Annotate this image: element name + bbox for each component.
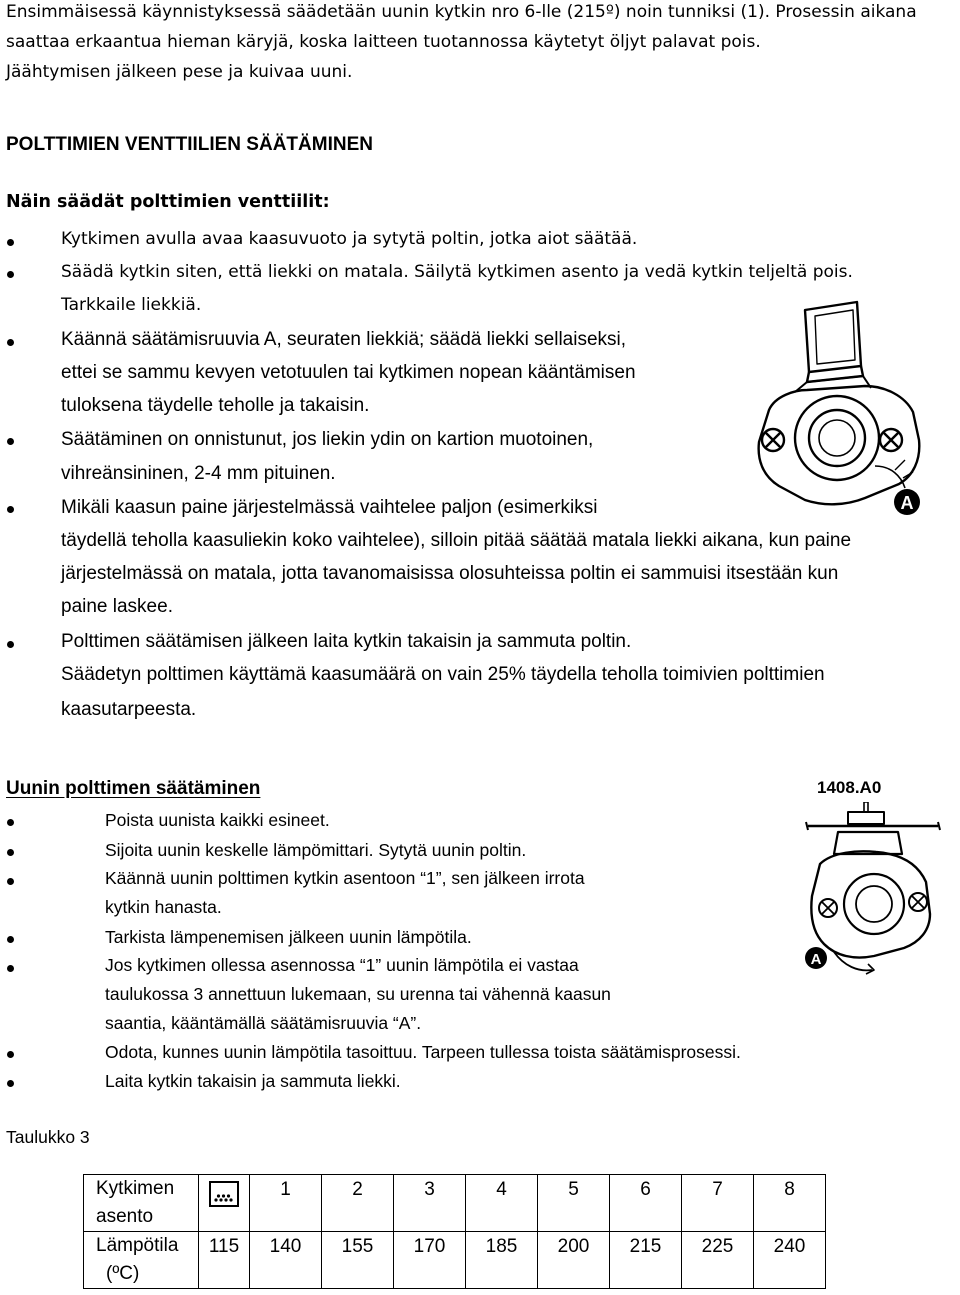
oven-burner-figure — [798, 802, 948, 980]
table-cell: 4 — [466, 1175, 538, 1232]
table-cell: 2 — [322, 1175, 394, 1232]
intro-line-1: Ensimmäisessä käynnistyksessä säädetään uunin kytkin nro 6-lle (215º) noin tunniksi (1). Prosessin aikana — [6, 2, 917, 22]
valve-adjustment-figure — [745, 300, 930, 525]
bullet-item: Poista uunista kaikki esineet. — [105, 810, 330, 830]
bullet-item: Kytkimen avulla avaa kaasuvuoto ja sytytä poltin, jotka aiot säätää. — [61, 229, 638, 249]
table-cell: 215 — [610, 1232, 682, 1289]
table-header-cell — [84, 1232, 199, 1289]
bullet-item: Jos kytkimen ollessa asennossa “1” uunin lämpötila ei vastaa — [105, 955, 579, 975]
section-subheading: Näin säädät polttimien venttiilit: — [6, 192, 330, 212]
bullet-dot — [7, 1051, 14, 1058]
table-row — [84, 1232, 826, 1289]
table-cell: 155 — [322, 1232, 394, 1289]
bullet-item: Polttimen säätämisen jälkeen laita kytkin takaisin ja sammuta poltin. — [61, 631, 632, 652]
figure-label-a: A — [810, 951, 822, 968]
figure-label-a: A — [900, 493, 914, 513]
bullet-dot — [7, 339, 14, 346]
intro-line-2: saattaa erkaantua hieman käryjä, koska laitteen tuotannossa käytetyt öljyt palavat pois. — [6, 32, 761, 52]
figure-code: 1408.A0 — [817, 778, 882, 797]
bullet-item: Laita kytkin takaisin ja sammuta liekki. — [105, 1071, 401, 1091]
bullet-dot — [7, 271, 14, 278]
bullet-item-continuation: taulukossa 3 annettuun lukemaan, su urenna tai vähennä kaasun — [105, 984, 611, 1004]
bullet-item: Tarkista lämpenemisen jälkeen uunin lämpötila. — [105, 927, 472, 947]
bullet-item-continuation: täydellä teholla kaasuliekin koko vaihtelee), silloin pitää säätää matala liekki aikana, kun paine — [61, 530, 852, 551]
bullet-dot — [7, 239, 14, 246]
header-line: asento — [96, 1206, 154, 1227]
table-cell: 115 — [199, 1232, 250, 1289]
bullet-item-continuation: vihreänsininen, 2-4 mm pituinen. — [61, 463, 336, 484]
table-label: Taulukko 3 — [6, 1127, 90, 1147]
bullet-item: Käännä uunin polttimen kytkin asentoon “1”, sen jälkeen irrota — [105, 868, 585, 888]
bullet-item: Mikäli kaasun paine järjestelmässä vaihtelee paljon (esimerkiksi — [61, 497, 598, 518]
bullet-dot — [7, 965, 14, 972]
section-heading-burner-valves: POLTTIMIEN VENTTIILIEN SÄÄTÄMINEN — [6, 134, 373, 155]
table-cell: 200 — [538, 1232, 610, 1289]
table-cell: 6 — [610, 1175, 682, 1232]
bullet-dot — [7, 506, 14, 513]
bullet-dot — [7, 1080, 14, 1087]
oven-symbol-icon — [207, 1180, 241, 1208]
table-cell: 170 — [394, 1232, 466, 1289]
bullet-item-continuation: kytkin hanasta. — [105, 897, 222, 917]
header-line: Lämpötila — [96, 1235, 179, 1256]
table-cell: 7 — [682, 1175, 754, 1232]
bullet-dot — [7, 936, 14, 943]
table-cell: 225 — [682, 1232, 754, 1289]
bullet-item: Käännä säätämisruuvia A, seuraten liekkiä; säädä liekki sellaiseksi, — [61, 329, 627, 350]
bullet-item: Sijoita uunin keskelle lämpömittari. Sytytä uunin poltin. — [105, 840, 527, 860]
bullet-item-continuation: tuloksena täydelle teholle ja takaisin. — [61, 395, 370, 416]
bullet-item-continuation: järjestelmässä on matala, jotta tavanomaisissa olosuhteissa poltin ei sammuisi itsestään kun — [61, 563, 839, 584]
bullet-dot — [7, 878, 14, 885]
bullet-item: Säätäminen on onnistunut, jos liekin ydin on kartion muotoinen, — [61, 429, 594, 450]
bullet-item-continuation: saantia, kääntämällä säätämisruuvia “A”. — [105, 1013, 422, 1033]
bullet-dot — [7, 849, 14, 856]
bullet-item: Säädä kytkin siten, että liekki on matala. Säilytä kytkimen asento ja vedä kytkin teljeltä pois. — [61, 262, 853, 282]
table-cell: 1 — [250, 1175, 322, 1232]
bullet-item-continuation: Tarkkaile liekkiä. — [61, 295, 202, 315]
bullet-dot — [7, 438, 14, 445]
bullet-item: Odota, kunnes uunin lämpötila tasoittuu. Tarpeen tullessa toista säätämisprosessi. — [105, 1042, 741, 1062]
table-cell: 3 — [394, 1175, 466, 1232]
header-line: Kytkimen — [96, 1178, 175, 1199]
bullet-item-continuation: ettei se sammu kevyen vetotuulen tai kytkimen nopean kääntämisen — [61, 362, 636, 383]
temperature-table — [83, 1174, 826, 1289]
table-cell — [199, 1175, 250, 1232]
table-header-cell — [84, 1175, 199, 1232]
intro-line-3: Jäähtymisen jälkeen pese ja kuivaa uuni. — [6, 62, 353, 82]
table-cell: 5 — [538, 1175, 610, 1232]
table-cell: 185 — [466, 1232, 538, 1289]
bullet-item-continuation: Säädetyn polttimen käyttämä kaasumäärä on vain 25% täydella teholla toimivien polttimien — [61, 664, 825, 685]
bullet-item-continuation: kaasutarpeesta. — [61, 699, 197, 720]
bullet-dot — [7, 819, 14, 826]
table-cell: 240 — [754, 1232, 826, 1289]
header-line: (ºC) — [106, 1263, 140, 1284]
table-cell: 140 — [250, 1232, 322, 1289]
bullet-item-continuation: paine laskee. — [61, 596, 173, 617]
table-row — [84, 1175, 826, 1232]
bullet-dot — [7, 641, 14, 648]
section-heading-oven-burner: Uunin polttimen säätäminen — [6, 778, 261, 799]
table-cell: 8 — [754, 1175, 826, 1232]
